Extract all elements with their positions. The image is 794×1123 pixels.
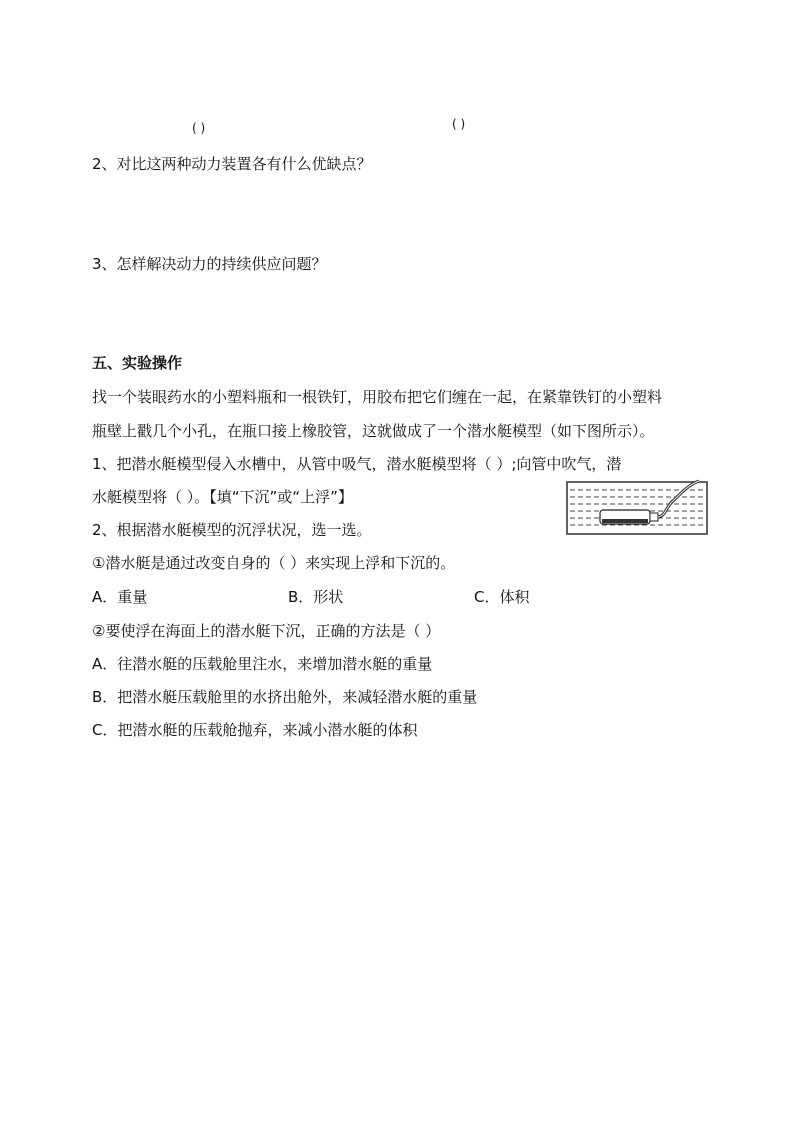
sub-question-2: ②要使浮在海面上的潜水艇下沉，正确的方法是（ ） [92, 622, 441, 640]
question-2: 2、对比这两种动力装置各有什么优缺点？ [92, 155, 372, 173]
option-c-2[interactable]: C．把潜水艇的压载舱抛弃，来减小潜水艇的体积 [92, 721, 418, 739]
option-c-1[interactable]: C．体积 [474, 588, 530, 606]
blank-right[interactable]: ( ) [452, 117, 466, 131]
intro-line-1: 找一个装眼药水的小塑料瓶和一根铁钉，用胶布把它们缠在一起，在紧靠铁钉的小塑料 [92, 388, 663, 406]
item-2: 2、根据潜水艇模型的沉浮状况，选一选。 [92, 521, 372, 539]
item-1-line-1: 1、把潜水艇模型侵入水槽中，从管中吸气，潜水艇模型将（ ）;向管中吹气，潜 [92, 455, 622, 473]
submarine-model-diagram [566, 478, 710, 536]
submarine-bottle [600, 510, 658, 524]
option-b-1[interactable]: B．形状 [288, 588, 344, 606]
item-1-line-2: 水艇模型将（ ）。【填“下沉”或“上浮”】 [92, 488, 353, 506]
question-3: 3、怎样解决动力的持续供应问题？ [92, 255, 327, 273]
intro-line-2: 瓶壁上戳几个小孔，在瓶口接上橡胶管，这就做成了一个潜水艇模型（如下图所示）。 [92, 422, 655, 440]
rubber-tube [658, 481, 699, 517]
blank-left[interactable]: ( ) [192, 121, 206, 135]
option-b-2[interactable]: B．把潜水艇压载舱里的水挤出舱外，来减轻潜水艇的重量 [92, 688, 478, 706]
option-a-1[interactable]: A．重量 [92, 588, 148, 606]
option-a-2[interactable]: A．往潜水艇的压载舱里注水，来增加潜水艇的重量 [92, 655, 433, 673]
section-title: 五、实验操作 [92, 354, 183, 372]
sub-question-1: ①潜水艇是通过改变自身的（ ）来实现上浮和下沉的。 [92, 554, 456, 572]
